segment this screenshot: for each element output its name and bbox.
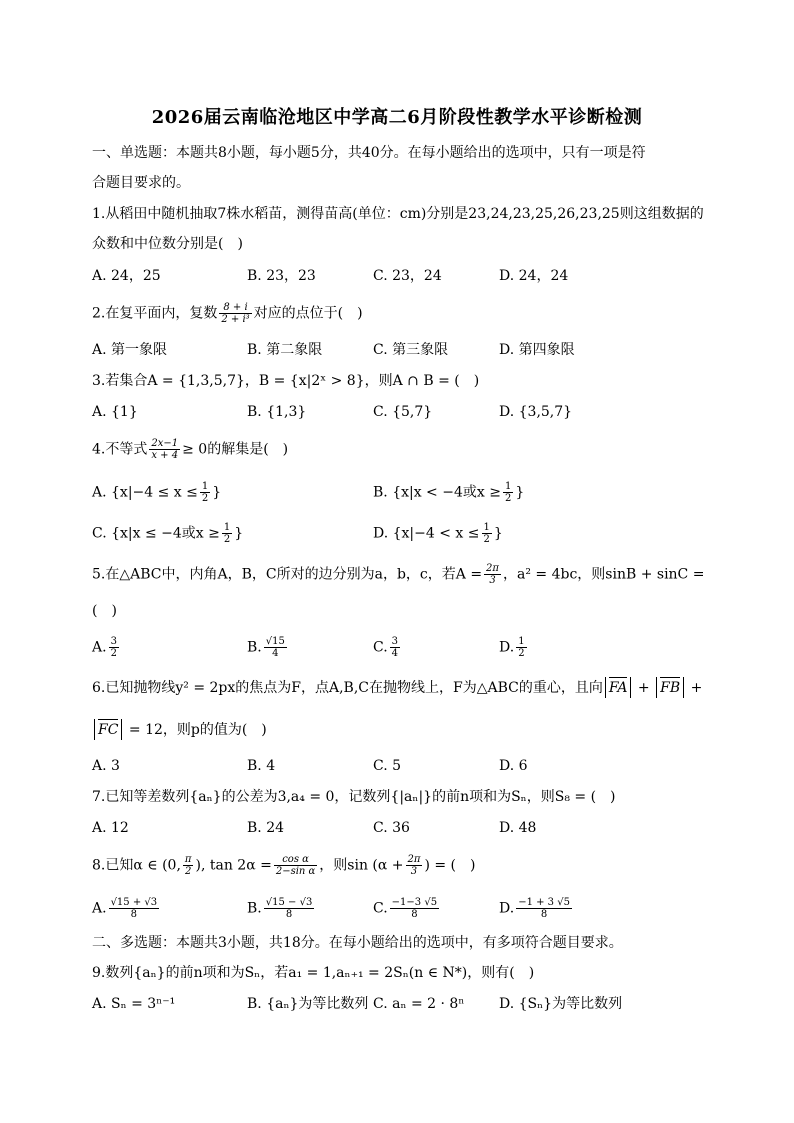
q2-prefix: 2.在复平面内，复数 xyxy=(92,305,218,322)
q4-option-b-den: 2 xyxy=(504,493,512,504)
q8-anum: 2π xyxy=(407,854,421,865)
q8-fraction-pi-2 xyxy=(183,854,194,877)
q1-stem-line1: 1.从稻田中随机抽取7株水稻苗，测得苗高(单位：cm)分别是23,24,23,25,26,23,25则这组数据的 xyxy=(92,206,704,222)
section1-heading-line1: 一、单选题：本题共8小题，每小题5分，共40分。在每小题给出的选项中，只有一项是符 xyxy=(92,145,646,161)
q8-stem xyxy=(92,854,475,877)
q8-pnum: π xyxy=(184,854,192,865)
q5-option-b xyxy=(247,636,289,659)
q5-option-c-den: 4 xyxy=(391,648,399,659)
q2-option-c: C. 第三象限 xyxy=(373,342,449,358)
q4-option-b-post: } xyxy=(515,484,525,501)
q6-option-a: A. 3 xyxy=(92,758,120,774)
q6-stem-line2 xyxy=(92,719,267,740)
q5-option-d xyxy=(499,636,529,659)
q6-vector-fa-label: FA xyxy=(609,677,628,698)
q4-option-d-num: 1 xyxy=(483,522,490,533)
q5-prefix: 5.在△ABC中，内角A，B，C所对的边分别为a，b，c，若A = xyxy=(92,566,483,583)
q3-stem: 3.若集合A = {1,3,5,7}，B = {x|2ˣ > 8}，则A ∩ B = ( ) xyxy=(92,373,480,389)
q8-option-b-label: B. xyxy=(247,900,262,917)
q2-frac-den: 2 + i³ xyxy=(221,314,250,325)
q8-mid2: ，则sin (α + xyxy=(319,857,404,874)
q4-option-a-den: 2 xyxy=(201,493,209,504)
q3-option-d: D. {3,5,7} xyxy=(499,404,573,420)
q2-option-a: A. 第一象限 xyxy=(92,342,168,358)
q8-tden: 2−sin α xyxy=(275,866,316,877)
q1-stem-line2: 众数和中位数分别是( ) xyxy=(92,236,243,252)
q5-option-b-fraction xyxy=(264,636,287,659)
q8-option-a-num: √15 + √3 xyxy=(110,897,158,908)
q5-option-d-den: 2 xyxy=(518,648,525,659)
q6-vector-fa xyxy=(605,677,632,698)
q5-option-d-num: 1 xyxy=(518,636,525,647)
q8-option-d-fraction xyxy=(516,897,572,920)
q8-option-a-den: 8 xyxy=(130,909,138,920)
q8-pden: 2 xyxy=(185,866,192,877)
q6-tail: = 12，则p的值为( ) xyxy=(128,722,267,738)
q5-option-a-label: A. xyxy=(92,639,107,656)
q8-option-b-den: 8 xyxy=(285,909,293,920)
q6-vector-fc-label: FC xyxy=(98,719,118,740)
q8-option-d xyxy=(499,897,574,920)
q9-option-a: A. Sₙ = 3ⁿ⁻¹ xyxy=(92,996,176,1012)
q8-option-c-num: −1−3 √5 xyxy=(391,897,438,908)
q4-option-c-fraction xyxy=(222,522,232,545)
q5-option-a-num: 3 xyxy=(110,636,117,647)
section1-heading-line2: 合题目要求的。 xyxy=(92,175,190,191)
q5-option-b-den: 4 xyxy=(272,648,279,659)
q8-option-a xyxy=(92,897,161,920)
q4-option-a-post: } xyxy=(212,484,222,501)
q5-option-c-num: 3 xyxy=(391,636,399,647)
q4-option-d-post: } xyxy=(493,525,503,542)
q4-option-b-num: 1 xyxy=(504,481,512,492)
q8-option-d-label: D. xyxy=(499,900,515,917)
q8-pre: 8.已知α ∈ (0, xyxy=(92,857,181,874)
q2-stem xyxy=(92,302,363,325)
q5-option-a-fraction xyxy=(109,636,119,659)
q7-option-c: C. 36 xyxy=(373,820,410,836)
q6-option-c: C. 5 xyxy=(373,758,402,774)
section2-heading: 二、多选题：本题共3小题，共18分。在每小题给出的选项中，有多项符合题目要求。 xyxy=(92,935,623,951)
q7-option-d: D. 48 xyxy=(499,820,537,836)
q4-option-a xyxy=(92,481,221,504)
q5-stem-line1 xyxy=(92,563,704,586)
q5-fraction xyxy=(484,563,501,586)
q8-option-b-num: √15 − √3 xyxy=(265,897,313,908)
q8-fraction-tan xyxy=(274,854,317,877)
q2-option-b: B. 第二象限 xyxy=(247,342,323,358)
q4-option-d-fraction xyxy=(482,522,492,545)
q5-option-b-label: B. xyxy=(247,639,262,656)
q5-stem-line2: ( ) xyxy=(92,603,117,619)
q8-option-c-fraction xyxy=(390,897,439,920)
q1-option-d: D. 24，24 xyxy=(499,268,569,284)
q8-option-a-label: A. xyxy=(92,900,107,917)
page-title: 2026届云南临沧地区中学高二6月阶段性教学水平诊断检测 xyxy=(151,107,643,128)
q3-option-b: B. {1,3} xyxy=(247,404,307,420)
q5-option-d-label: D. xyxy=(499,639,515,656)
q8-option-a-fraction xyxy=(109,897,160,920)
q8-option-c-label: C. xyxy=(373,900,388,917)
q9-stem: 9.数列{aₙ}的前n项和为Sₙ，若a₁ = 1,aₙ₊₁ = 2Sₙ(n ∈ N*)，则有( ) xyxy=(92,965,535,981)
q4-option-a-num: 1 xyxy=(201,481,209,492)
q9-option-c: C. aₙ = 2 · 8ⁿ xyxy=(373,996,465,1012)
q1-option-a: A. 24，25 xyxy=(92,268,161,284)
q4-frac-den: x + 4 xyxy=(151,450,179,461)
q5-frac-num: 2π xyxy=(486,563,499,574)
q4-option-b-text: B. {x|x < −4或x ≥ xyxy=(373,484,501,501)
q8-aden: 3 xyxy=(410,866,418,877)
q5-option-d-fraction xyxy=(516,636,526,659)
q7-stem: 7.已知等差数列{aₙ}的公差为3,a₄ = 0，记数列{|aₙ|}的前n项和为Sₙ，则S₈ = ( ) xyxy=(92,789,616,805)
q6-vector-fc xyxy=(94,719,122,740)
q4-option-c-den: 2 xyxy=(223,534,231,545)
q7-option-a: A. 12 xyxy=(92,820,129,836)
q8-option-c-den: 8 xyxy=(411,909,418,920)
q4-option-d xyxy=(373,522,503,545)
q4-option-d-den: 2 xyxy=(483,534,490,545)
q6-option-b: B. 4 xyxy=(247,758,276,774)
q5-option-a xyxy=(92,636,121,659)
q8-option-b xyxy=(247,897,316,920)
q5-option-c xyxy=(373,636,402,659)
q4-stem xyxy=(92,438,288,461)
q5-option-a-den: 2 xyxy=(110,648,117,659)
q5-option-c-label: C. xyxy=(373,639,388,656)
q4-option-b-fraction xyxy=(503,481,513,504)
q8-option-c xyxy=(373,897,441,920)
q8-option-d-den: 8 xyxy=(540,909,548,920)
q1-option-b: B. 23，23 xyxy=(247,268,316,284)
q8-fraction-2pi-3 xyxy=(406,854,423,877)
q7-option-b: B. 24 xyxy=(247,820,285,836)
q8-tnum: cos α xyxy=(274,854,317,866)
q4-prefix: 4.不等式 xyxy=(92,441,148,458)
q2-fraction xyxy=(219,302,251,325)
q3-option-c: C. {5,7} xyxy=(373,404,433,420)
q6-vector-fb-label: FB xyxy=(660,677,680,698)
q4-option-c-post: } xyxy=(234,525,244,542)
q5-option-b-num: √15 xyxy=(265,636,285,647)
q1-option-c: C. 23，24 xyxy=(373,268,442,284)
q5-suffix: ，a² = 4bc，则sinB + sinC = xyxy=(502,566,705,583)
q4-option-c-num: 1 xyxy=(223,522,231,533)
q9-option-d: D. {Sₙ}为等比数列 xyxy=(499,996,623,1012)
q4-option-d-text: D. {x|−4 < x ≤ xyxy=(373,525,480,542)
q2-option-d: D. 第四象限 xyxy=(499,342,575,358)
q4-option-b xyxy=(373,481,524,504)
q4-option-c-text: C. {x|x ≤ −4或x ≥ xyxy=(92,525,220,542)
q5-frac-den: 3 xyxy=(489,575,496,586)
q8-option-b-fraction xyxy=(264,897,315,920)
q4-option-a-fraction xyxy=(200,481,210,504)
q4-option-a-text: A. {x|−4 ≤ x ≤ xyxy=(92,484,198,501)
q4-frac-num: 2x−1 xyxy=(151,438,179,449)
q6-vector-fb xyxy=(656,677,684,698)
q4-suffix: ≥ 0的解集是( ) xyxy=(182,441,289,458)
q9-option-b: B. {aₙ}为等比数列 xyxy=(247,996,369,1012)
q4-option-c xyxy=(92,522,243,545)
q6-text: 6.已知抛物线y² = 2px的焦点为F，点A,B,C在抛物线上，F为△ABC的重心，且向 xyxy=(92,680,603,696)
q8-post: ) = ( ) xyxy=(424,857,476,874)
q6-stem-line1: 6.已知抛物线y² = 2px的焦点为F，点A,B,C在抛物线上，F为△ABC的重心，且向 FA + FB + xyxy=(92,677,702,698)
q6-option-d: D. 6 xyxy=(499,758,528,774)
q2-suffix: 对应的点位于( ) xyxy=(253,305,363,322)
q8-option-d-num: −1 + 3 √5 xyxy=(518,897,570,908)
q3-option-a: A. {1} xyxy=(92,404,138,420)
q8-mid1: ), tan 2α = xyxy=(195,857,272,874)
q2-frac-num: 8 + i xyxy=(219,302,251,314)
q4-fraction xyxy=(149,438,180,461)
q5-option-c-fraction xyxy=(390,636,400,659)
